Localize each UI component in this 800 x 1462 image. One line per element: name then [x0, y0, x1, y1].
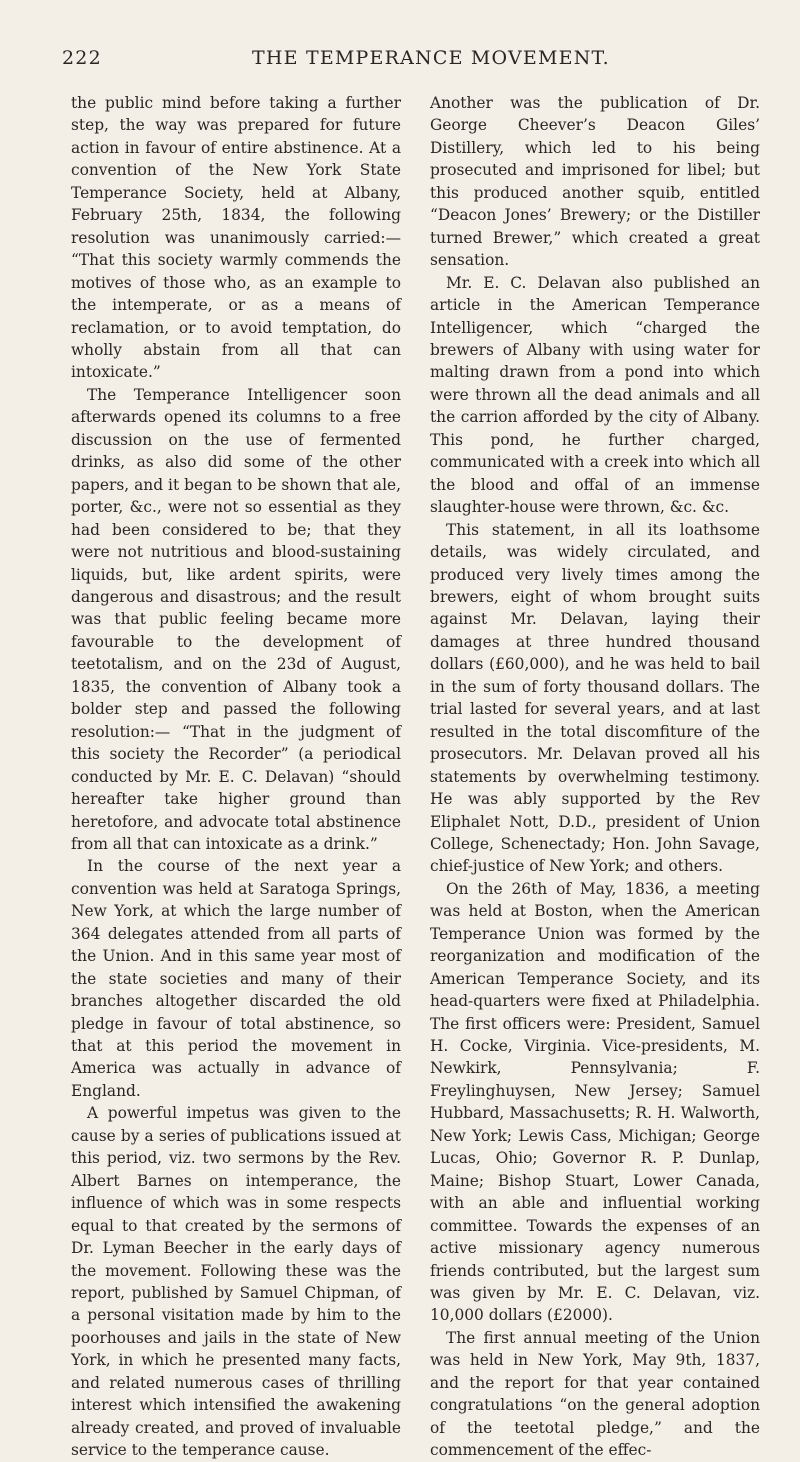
paragraph: On the 26th of May, 1836, a meeting was held at Boston, when the American Temperance Union was formed by the reorganization and modification of the American Temperance Society, and its head-quarters were fixed at Philadelphia. The first officers were: President, Samuel H. Cocke, Virginia. Vice-presidents, M. Newkirk, Pennsylvania; F. Freylinghuysen, New Jersey; Samuel Hubbard, Massachusetts; R. H. Walworth, New York; Lewis Cass, Michigan; George Lucas, Ohio; Governor R. P. Dunlap, Maine; Bishop Stuart, Lower Canada, with an able and influential working committee. Towards the expenses of an active missionary agency numerous friends contributed, but the largest sum was given by Mr. E. C. Delavan, viz. 10,000 dollars (£2000). — [430, 879, 760, 1325]
page-number: 222 — [62, 47, 102, 69]
paragraph: This statement, in all its loathsome details, was widely circulated, and produced very lively times among the brewers, eight of whom brought suits against Mr. Delavan, laying their damages at three hundred thousand dollars (£60,000), and he was held to bail in the sum of forty thousand dollars. The trial lasted for several years, and at last resulted in the total discomfiture of the prosecutors. Mr. Delavan proved all his statements by overwhelming testimony. He was ably supported by the Rev Eliphalet Nott, D.D., president of Union College, Schenectady; Hon. John Savage, chief-justice of New York; and others. — [430, 520, 760, 876]
running-title: THE TEMPERANCE MOVEMENT. — [252, 47, 610, 69]
paragraph: The Temperance Intelligencer soon afterwards opened its columns to a free discussion on the use of fermented drinks, as also did some of the other papers, and it began to be shown that ale, porter, &c., were not so essential as they had been considered to be; that they were not nutritious and blood-sustaining liquids, but, like ardent spirits, were dangerous and disastrous; and the result was that public feeling became more favourable to the development of teetotalism, and on the 23d of August, 1835, the convention of Albany took a bolder step and passed the following resolution:— “That in the judgment of this society the Recorder” (a periodical conducted by Mr. E. C. Delavan) “should hereafter take higher ground than heretofore, and advocate total abstinence from all that can intoxicate as a drink.” — [71, 385, 401, 853]
paragraph: In the course of the next year a convention was held at Saratoga Springs, New York, at which the large number of 364 delegates attended from all parts of the Union. And in this same year most of the state societies and many of their branches altogether discarded the old pledge in favour of total abstinence, so that at this period the movement in America was actually in advance of England. — [71, 857, 401, 1100]
paragraph: The first annual meeting of the Union was held in New York, May 9th, 1837, and the report for that year contained congratulations “on the general adoption of the teetotal pledge,” and the commencement of the effec- — [430, 1328, 760, 1460]
right-column — [430, 92, 760, 1462]
paragraph: Mr. E. C. Delavan also published an article in the American Temperance Intelligencer, which “charged the brewers of Albany with using water for malting drawn from a pond into which were thrown all the dead animals and all the carrion afforded by the city of Albany. This pond, he further charged, communicated with a creek into which all the blood and offal of an immense slaughter-house were thrown, &c. &c. — [430, 273, 760, 517]
paragraph: the public mind before taking a further step, the way was prepared for future action in favour of entire abstinence. At a convention of the New York State Temperance Society, held at Albany, February 25th, 1834, the following resolution was unanimously carried:— “That this society warmly commends the motives of those who, as an example to the intemperate, or as a means of reclamation, or to avoid temptation, do wholly abstain from all that can intoxicate.” — [71, 94, 401, 382]
left-column — [71, 92, 401, 1462]
paragraph: A powerful impetus was given to the cause by a series of publications issued at this period, viz. two sermons by the Rev. Albert Barnes on intemperance, the influence of which was in some respects equal to that created by the sermons of Dr. Lyman Beecher in the early days of the movement. Following these was the report, published by Samuel Chipman, of a personal visitation made by him to the poorhouses and jails in the state of New York, in which he presented many facts, and related numerous cases of thrilling interest which intensified the awakening already created, and proved of invaluable service to the temperance cause. — [71, 1104, 401, 1460]
paragraph: Another was the publication of Dr. George Cheever’s Deacon Giles’ Distillery, which led to his being prosecuted and imprisoned for libel; but this produced another squib, entitled “Deacon Jones’ Brewery; or the Distiller turned Brewer,” which created a great sensation. — [430, 94, 760, 270]
